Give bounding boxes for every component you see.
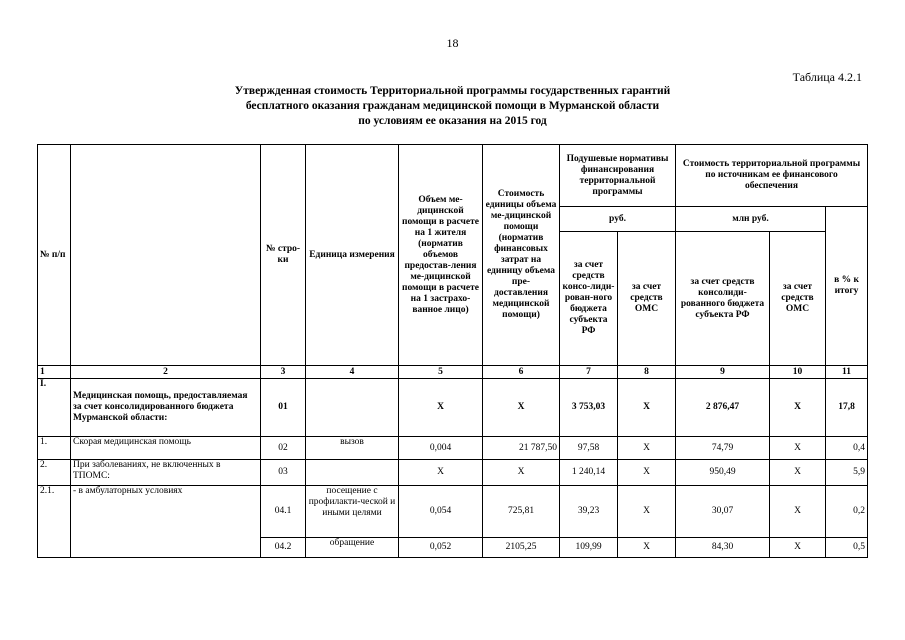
cell-oms-rub: X [618,460,676,486]
cell-oms-mln: X [770,460,826,486]
header-name [71,145,261,366]
cell-budget-mln: 30,07 [676,486,770,538]
cell-budget-mln: 2 876,47 [676,379,770,437]
cell-cost-unit: X [483,379,560,437]
cell-unit [306,460,399,486]
cell-oms-mln: X [770,486,826,538]
cell-unit: обращение [306,538,399,558]
col-number: 11 [826,366,868,379]
cell-row-no: 03 [261,460,306,486]
cell-oms-rub: X [618,486,676,538]
cell-row-no: 01 [261,379,306,437]
cell-unit [306,379,399,437]
cell-num: 2.1. [38,486,71,558]
col-number: 8 [618,366,676,379]
cell-budget-mln: 950,49 [676,460,770,486]
cell-row-no: 04.2 [261,538,306,558]
cell-name: При заболеваниях, не включенных в ТПОМС: [71,460,261,486]
col-number: 6 [483,366,560,379]
table-row [38,486,868,538]
cell-budget-rub: 39,23 [560,486,618,538]
title-line-1: Утвержденная стоимость Территориальной программы государственных гарантий [234,85,671,97]
cell-name: Скорая медицинская помощь [71,437,261,460]
header-cost-unit: Стоимость единицы объема ме-дицинской помощи (норматив финансовых затрат на единицу объема пре-доставления медицинской помощи) [483,145,560,366]
col-number: 2 [71,366,261,379]
header-rub: руб. [560,207,676,232]
cell-oms-rub: X [618,379,676,437]
cell-num: 1. [38,437,71,460]
table-row [38,437,868,460]
header-pct: в % к итогу [826,207,868,366]
header-oms-mln: за счет средств ОМС [770,232,826,366]
cell-oms-mln: X [770,379,826,437]
cell-budget-rub: 97,58 [560,437,618,460]
cell-pct: 17,8 [826,379,868,437]
cell-budget-rub: 109,99 [560,538,618,558]
cell-cost-unit: 2105,25 [483,538,560,558]
cell-oms-rub: X [618,437,676,460]
cell-pct: 0,5 [826,538,868,558]
header-unit: Единица измерения [306,145,399,366]
cell-budget-mln: 84,30 [676,538,770,558]
table-row [38,379,868,437]
cell-budget-rub: 3 753,03 [560,379,618,437]
col-number: 1 [38,366,71,379]
cell-row-no: 02 [261,437,306,460]
cell-num: I. [38,379,71,437]
header-per-capita: Подушевые нормативы финансирования территориальной программы [560,145,676,207]
header-budget-mln: за счет средств консолиди-рованного бюджета субъекта РФ [676,232,770,366]
cell-volume: X [399,379,483,437]
col-number: 9 [676,366,770,379]
table-label: Таблица 4.2.1 [792,70,862,84]
cell-name: Медицинская помощь, предоставляемая за счет консолидированного бюджета Мурманской области: [71,379,261,437]
cell-name: - в амбулаторных условиях [71,486,261,558]
col-number: 10 [770,366,826,379]
cell-oms-mln: X [770,538,826,558]
cell-row-no: 04.1 [261,486,306,538]
cell-budget-mln: 74,79 [676,437,770,460]
header-cost-program: Стоимость территориальной программы по источникам ее финансового обеспечения [676,145,868,207]
cell-cost-unit: 21 787,50 [483,437,560,460]
col-number: 3 [261,366,306,379]
table-row [38,460,868,486]
cell-pct: 5,9 [826,460,868,486]
cell-unit: вызов [306,437,399,460]
header-budget-rub: за счет средств консо-лиди-рован-ного бюджета субъекта РФ [560,232,618,366]
header-num: № п/п [38,145,71,366]
cell-oms-mln: X [770,437,826,460]
cell-volume: 0,054 [399,486,483,538]
page-number: 18 [446,36,459,50]
col-number: 7 [560,366,618,379]
col-number: 5 [399,366,483,379]
column-numbers-row [38,366,868,379]
cell-volume: 0,004 [399,437,483,460]
cell-cost-unit: 725,81 [483,486,560,538]
cell-unit: посещение с профилакти-ческой и иными целями [306,486,399,538]
cell-cost-unit: X [483,460,560,486]
header-oms-rub: за счет средств ОМС [618,232,676,366]
cell-volume: X [399,460,483,486]
title-line-2: бесплатного оказания гражданам медицинской помощи в Мурманской области [245,100,660,112]
title-line-3: по условиям ее оказания на 2015 год [358,115,547,127]
header-mln-rub: млн руб. [676,207,826,232]
cost-table [37,144,868,558]
col-number: 4 [306,366,399,379]
cell-oms-rub: X [618,538,676,558]
cell-volume: 0,052 [399,538,483,558]
document-title [150,84,755,129]
cell-num: 2. [38,460,71,486]
header-volume: Объем ме-дицинской помощи в расчете на 1 жителя (норматив объемов предостав-ления ме-дицинской помощи в расчете на 1 застрахо-ванное лицо) [399,145,483,366]
header-row-no: № стро-ки [261,145,306,366]
cell-pct: 0,2 [826,486,868,538]
cell-budget-rub: 1 240,14 [560,460,618,486]
cell-pct: 0,4 [826,437,868,460]
